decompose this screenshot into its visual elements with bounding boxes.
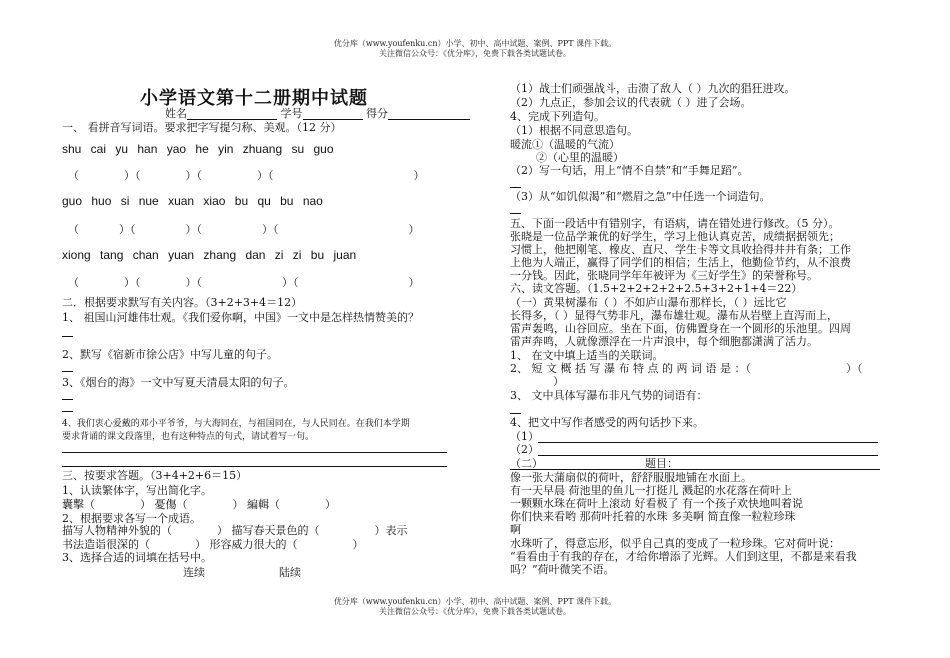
q5-para-line-4: 一分钱。因此，张晓同学年年被评为《三好学生》的荣誉称号。 (510, 269, 818, 282)
q1-answer-row-2[interactable]: （ ）（ ）（ ）（ ） (68, 223, 420, 236)
q2-answer-line-6[interactable] (62, 466, 447, 467)
q2-item-4-line-2: 要求背诵的课文段落里，也有这种特点的句式，请试着写一句。 (62, 432, 315, 442)
q3-item-1: 1、认读繁体字，写出简化字。 (62, 484, 212, 497)
q6-heading: 六、读文答题。（1.5+2+2+2+2+2.5+3+2+1+4＝22） (510, 282, 803, 295)
q2-item-4-line-1: 4、我们衷心爱戴的邓小平爷爷，与大海同在，与祖国同在，与人民同在。在我们本学期 (62, 419, 410, 429)
name-label: 姓名 (165, 107, 187, 120)
q1-pinyin-row-1: shu cai yu han yao he yin zhuang su guo (62, 142, 334, 156)
score-blank[interactable] (388, 109, 470, 120)
q2-answer-line-5[interactable] (62, 452, 447, 453)
q6-passage-2-line-2: 有一天早晨 荷池里的鱼儿一打挺儿 溅起的水花落在荷叶上 (510, 484, 792, 497)
q6-passage-1-line-2: 长得多，（ ）显得气势非凡，瀑布雄壮观。瀑布从岩壁上直泻而上， (510, 309, 838, 322)
page-title: 小学语文第十二册期中试题 (140, 88, 368, 109)
q2-answer-line-4[interactable] (62, 411, 73, 412)
q4-item-1: （1）根据不同意思造句。 (510, 124, 638, 137)
q3-item-3: 3、选择合适的词填在括号中。 (62, 551, 212, 564)
q5-para-line-3: 上他为人端正，赢得了同学们的相信；生活上，他勤俭节约，从不浪费 (510, 256, 851, 269)
q6-passage-1-line-1: （一）黄果树瀑布（ ）不如庐山瀑布那样长，（ ）远比它 (510, 296, 787, 309)
q1-pinyin-row-2: guo huo si nue xuan xiao bu qu bu nao (62, 194, 323, 208)
q4-meaning-2: ②（心里的温暖） (536, 151, 624, 164)
q6-passage-1-line-3: 雷声轰鸣，山谷回应。坐在下面，仿佛置身在一个圆形的乐池里。四周 (510, 322, 851, 335)
q1-answer-row-1[interactable]: （ ）（ ）（ ）（ ） (68, 169, 425, 182)
r-q3-sentence-2: （2）九点正，参加会议的代表就（ ）进了会场。 (510, 96, 752, 109)
q6-passage-2-line-8: 吗？”荷叶微笑不语。 (510, 563, 615, 576)
student-info (165, 107, 470, 120)
q4-answer-line-1[interactable] (510, 187, 521, 188)
q1-heading: 一、 看拼音写词语。要求把字写提匀称、美观。（12 分） (62, 121, 342, 134)
footer-line-1: 优分库（www.youfenku.cn）小学、初中、高中试题、案例、PPT 课件下载。 (333, 597, 617, 606)
q2-item-3: 3、《烟台的海》一文中写夏天清晨太阳的句子。 (62, 376, 295, 389)
q6-question-2[interactable]: 2、 短 文 概 括 写 瀑 布 特 点 的 两 词 语 是 ：（ ）（ (510, 362, 863, 375)
q4-meaning-1: 暖流①（温暖的气流） (510, 138, 620, 151)
q3-traditional-chars[interactable]: 囊擊（ ） 憂傷（ ） 編輯（ ） (62, 498, 336, 511)
q6-question-1: 1、 在文中填上适当的关联词。 (510, 349, 664, 362)
q6-passage-2-line-3: 一颗颗水珠在荷叶上滚动 好看极了 有一个孩子欢快地叫着说 (510, 497, 803, 510)
q2-heading: 二．根据要求默写有关内容。（3+2+3+4＝12） (62, 296, 303, 309)
q3-heading: 三、按要求答题。（3+4+2+6＝15） (62, 469, 248, 482)
q4-item-2: （2）写一句话，用上“情不自禁”和“手舞足蹈”。 (510, 164, 749, 177)
q6-passage-2-line-7: “看看由于有我的存在，才给你增添了光辉。人们到这里，不都是来看我 (510, 550, 857, 563)
q6-passage-2-label: （二） (510, 457, 543, 470)
q4-answer-line-2[interactable] (510, 213, 521, 214)
q6-answer-line-3[interactable] (510, 413, 521, 414)
q6-passage-2-line-6: 水珠听了，得意忘形，似乎自己真的变成了一粒珍珠。它对荷叶说： (510, 537, 840, 550)
q5-para-line-1: 张晓是一位品学兼优的好学生，学习上他认真克苦，成绩据据领先； (510, 230, 840, 243)
q6-q4-label-1: （1） (510, 430, 539, 443)
header-line-1: 优分库（www.youfenku.cn）小学、初中、高中试题、案例、PPT 课件下载。 (333, 39, 617, 48)
q2-answer-line-1[interactable] (62, 336, 73, 337)
q3-word-1: 连续 (183, 566, 205, 579)
header-line-2: 关注微信公众号：《优分库》，免费下载各类试题试卷。 (379, 49, 571, 58)
q6-passage-2-line-4: 你们快来看哟 那荷叶托着的水珠 多美啊 简直像一粒粒珍珠 (510, 510, 796, 523)
q5-heading: 五、下面一段话中有错别字，有语病，请在错处进行修改。（5 分）。 (510, 217, 840, 230)
q6-passage-2-line-1: 像一张大蒲扇似的荷叶，舒舒服服地铺在水面上。 (510, 471, 752, 484)
q2-item-1: 1、 祖国山河雄伟壮观。《我们爱你啊，中国》一文中是怎样热情赞美的？ (62, 311, 419, 324)
q3-idiom-row-1[interactable]: 描写人物精神外貌的（ ） 描写春天景色的（ ）表示 (62, 524, 408, 537)
q4-item-3: （3）从“如饥似渴”和“燃眉之急”中任选一个词造句。 (510, 190, 771, 203)
q6-question-2-close: ） (553, 375, 564, 388)
number-label: 学号 (280, 107, 303, 120)
q6-passage-1-line-4: 雷声奔鸣，人就像漂浮在一片声浪中，每个细胞都潇满了活力。 (510, 335, 818, 348)
q3-word-2: 陆续 (279, 566, 301, 579)
q6-question-4: 4、把文中写作者感受的两句话抄下来。 (510, 416, 704, 429)
q1-pinyin-row-3: xiong tang chan yuan zhang dan zi zi bu juan (62, 248, 357, 262)
footer-line-2: 关注微信公众号：《优分库》，免费下载各类试题试卷。 (379, 607, 571, 616)
q4-heading: 4、完成下列造句。 (510, 110, 605, 123)
number-blank[interactable] (303, 109, 363, 120)
q2-item-2: 2、默写《宿新市徐公店》中写儿童的句子。 (62, 348, 278, 361)
q6-q4-answer-line-2[interactable] (538, 455, 878, 456)
q6-q4-answer-line-1[interactable] (538, 442, 878, 443)
score-label: 得分 (366, 107, 388, 120)
name-blank[interactable] (187, 109, 277, 120)
q5-para-line-2: 习惯上，他把刚笔、橡皮、直尺、学生卡等文具收拾得井井有条；工作 (510, 243, 851, 256)
q6-q4-label-2: （2） (510, 443, 539, 456)
q1-answer-row-3[interactable]: （ ）（ ）（ ）（ ） (68, 276, 420, 289)
q3-idiom-row-2[interactable]: 书法造诣很深的（ ） 形容威力很大的（ ） (62, 538, 364, 551)
q3-item-2: 2、根据要求各写一个成语。 (62, 512, 201, 525)
q6-title-underline[interactable] (510, 469, 880, 470)
q2-answer-line-2[interactable] (62, 371, 73, 372)
q6-passage-2-line-5: 啊 (510, 523, 521, 536)
r-q3-sentence-1: （1）战士们顽强战斗，击溃了敌人（ ）九次的猖狂进攻。 (510, 82, 796, 95)
q6-question-3: 3、 文中具体写瀑布非凡气势的词语有： (510, 389, 708, 402)
q2-answer-line-3[interactable] (62, 399, 73, 400)
q6-passage-2-title-label: 题目： (645, 457, 678, 470)
